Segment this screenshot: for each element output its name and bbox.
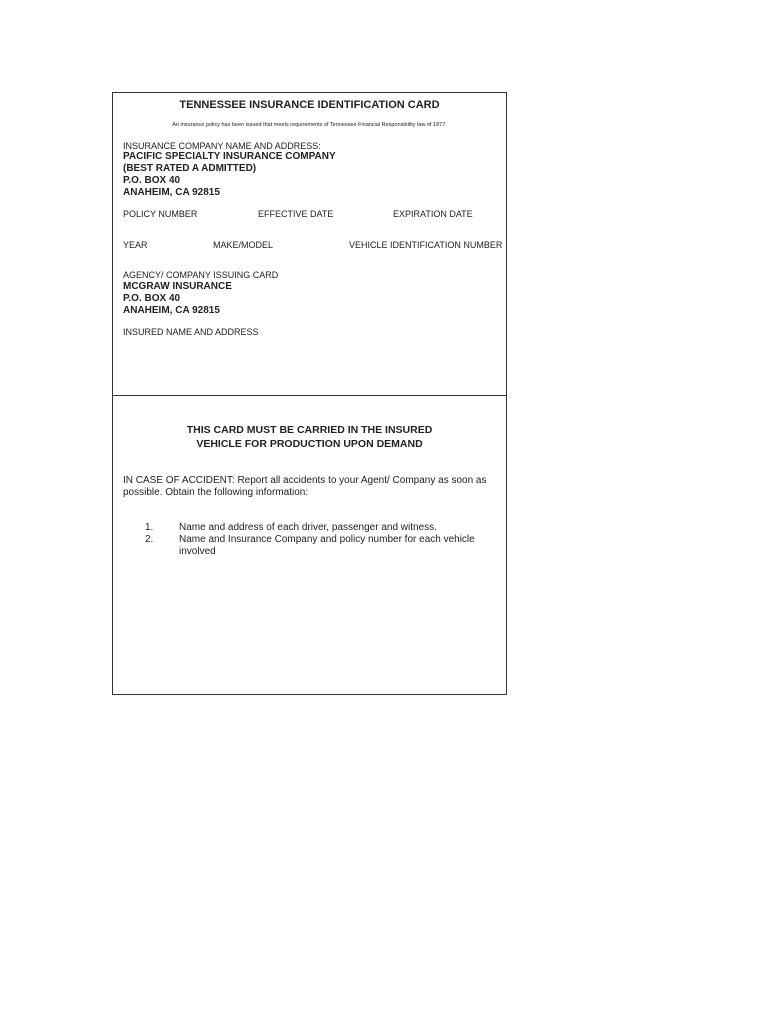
list-number-1: 1. <box>145 522 154 533</box>
accident-text-line-2: possible. Obtain the following information: <box>123 487 309 498</box>
year-label: YEAR <box>123 240 148 250</box>
make-model-label: MAKE/MODEL <box>213 240 274 250</box>
agency-label: AGENCY/ COMPANY ISSUING CARD <box>123 270 279 280</box>
insurer-label: INSURANCE COMPANY NAME AND ADDRESS: <box>123 141 321 151</box>
back-heading-line-1: THIS CARD MUST BE CARRIED IN THE INSURED <box>186 424 433 436</box>
agency-po-box: P.O. BOX 40 <box>123 293 181 304</box>
accident-text-line-1: IN CASE OF ACCIDENT: Report all accidents to your Agent/ Company as soon as <box>123 475 487 486</box>
agency-name: MCGRAW INSURANCE <box>123 281 232 292</box>
effective-date-label: EFFECTIVE DATE <box>258 209 334 219</box>
insurance-card <box>112 92 507 695</box>
insured-label: INSURED NAME AND ADDRESS <box>123 327 259 337</box>
card-title: TENNESSEE INSURANCE IDENTIFICATION CARD <box>179 99 440 111</box>
list-item-2-continued: involved <box>179 546 216 557</box>
card-subtitle: An insurance policy has been issued that meets requirements of Tennessee Financial Responsibility law of 1977. <box>172 122 447 128</box>
policy-number-label: POLICY NUMBER <box>123 209 198 219</box>
insurer-name: PACIFIC SPECIALTY INSURANCE COMPANY <box>123 151 336 162</box>
list-number-2: 2. <box>145 534 154 545</box>
list-item-1: Name and address of each driver, passenger and witness. <box>179 522 437 533</box>
back-heading-line-2: VEHICLE FOR PRODUCTION UPON DEMAND <box>196 438 423 450</box>
agency-city: ANAHEIM, CA 92815 <box>123 305 220 316</box>
insurer-city: ANAHEIM, CA 92815 <box>123 187 220 198</box>
insurer-po-box: P.O. BOX 40 <box>123 175 181 186</box>
insurer-rating: (BEST RATED A ADMITTED) <box>123 163 257 174</box>
vin-label: VEHICLE IDENTIFICATION NUMBER <box>349 240 503 250</box>
list-item-2: Name and Insurance Company and policy number for each vehicle <box>179 534 475 545</box>
card-divider <box>113 395 506 396</box>
expiration-date-label: EXPIRATION DATE <box>393 209 473 219</box>
